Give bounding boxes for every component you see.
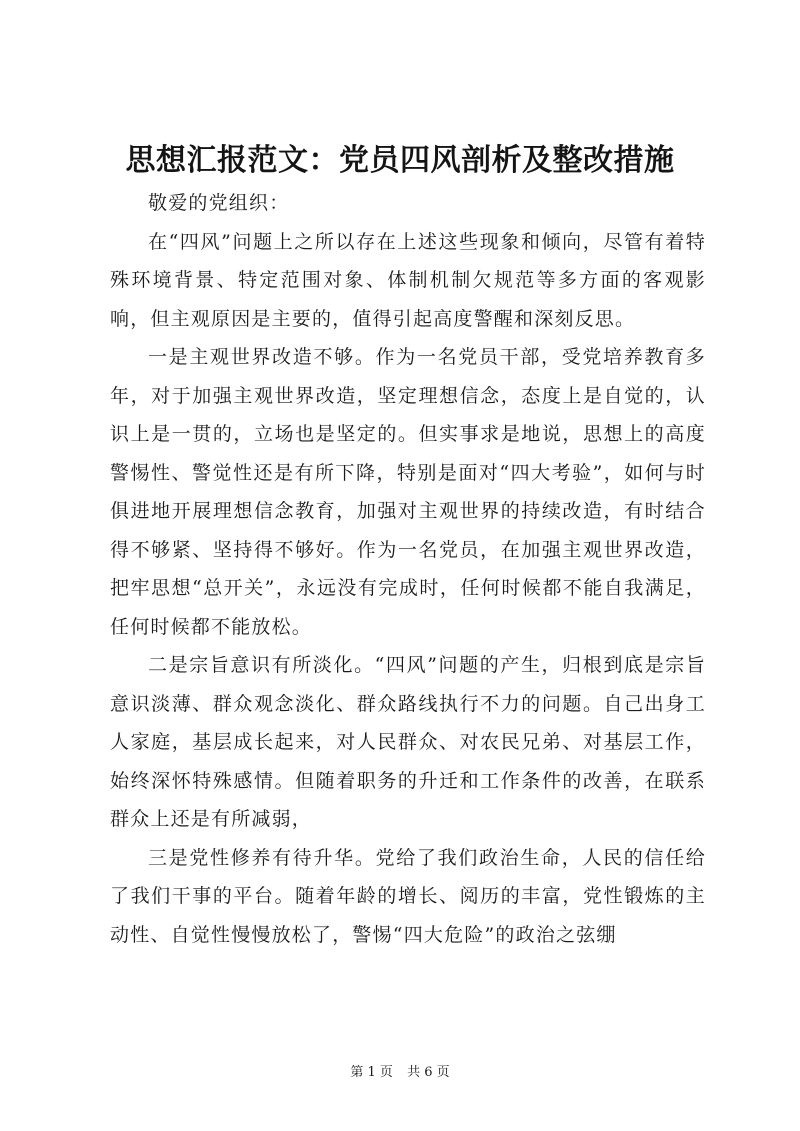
page-number: 第 1 页 [350,1065,393,1080]
document-title: 思想汇报范文：党员四风剖析及整改措施 [125,143,675,178]
paragraph-point-one: 一是主观世界改造不够。作为一名党员干部，受党培养教育多年，对于加强主观世界改造，坚定理想信念，态度上是自觉的，认识上是一贯的，立场也是坚定的。但实事求是地说，思想上的高度警惕性、警觉性还是有所下降，特别是面对“四大考验”，如何与时俱进地开展理想信念教育，加强对主观世界的持续改造，有时结合得不够紧、坚持得不够好。作为一名党员，在加强主观世界改造，把牢思想“总开关”，永远没有完成时，任何时候都不能自我满足，任何时候都不能放松。 [110,346,706,638]
page-footer [0,1063,800,1083]
paragraph-intro: 在“四风”问题上之所以存在上述这些现象和倾向，尽管有着特殊环境背景、特定范围对象、体制机制欠规范等多方面的客观影响，但主观原因是主要的，值得引起高度警醒和深刻反思。 [110,230,706,330]
salutation: 敬爱的党组织： [148,192,290,214]
page-total: 共 6 页 [407,1065,450,1080]
paragraph-point-two: 二是宗旨意识有所淡化。“四风”问题的产生，归根到底是宗旨意识淡薄、群众观念淡化、群众路线执行不力的问题。自己出身工人家庭，基层成长起来，对人民群众、对农民兄弟、对基层工作，始终深怀特殊感情。但随着职务的升迁和工作条件的改善，在联系群众上还是有所减弱， [110,654,706,830]
document-body [110,184,706,954]
paragraph-point-three: 三是党性修养有待升华。党给了我们政治生命，人民的信任给了我们干事的平台。随着年龄的增长、阅历的丰富，党性锻炼的主动性、自觉性慢慢放松了，警惕“四大危险”的政治之弦绷 [110,846,706,946]
